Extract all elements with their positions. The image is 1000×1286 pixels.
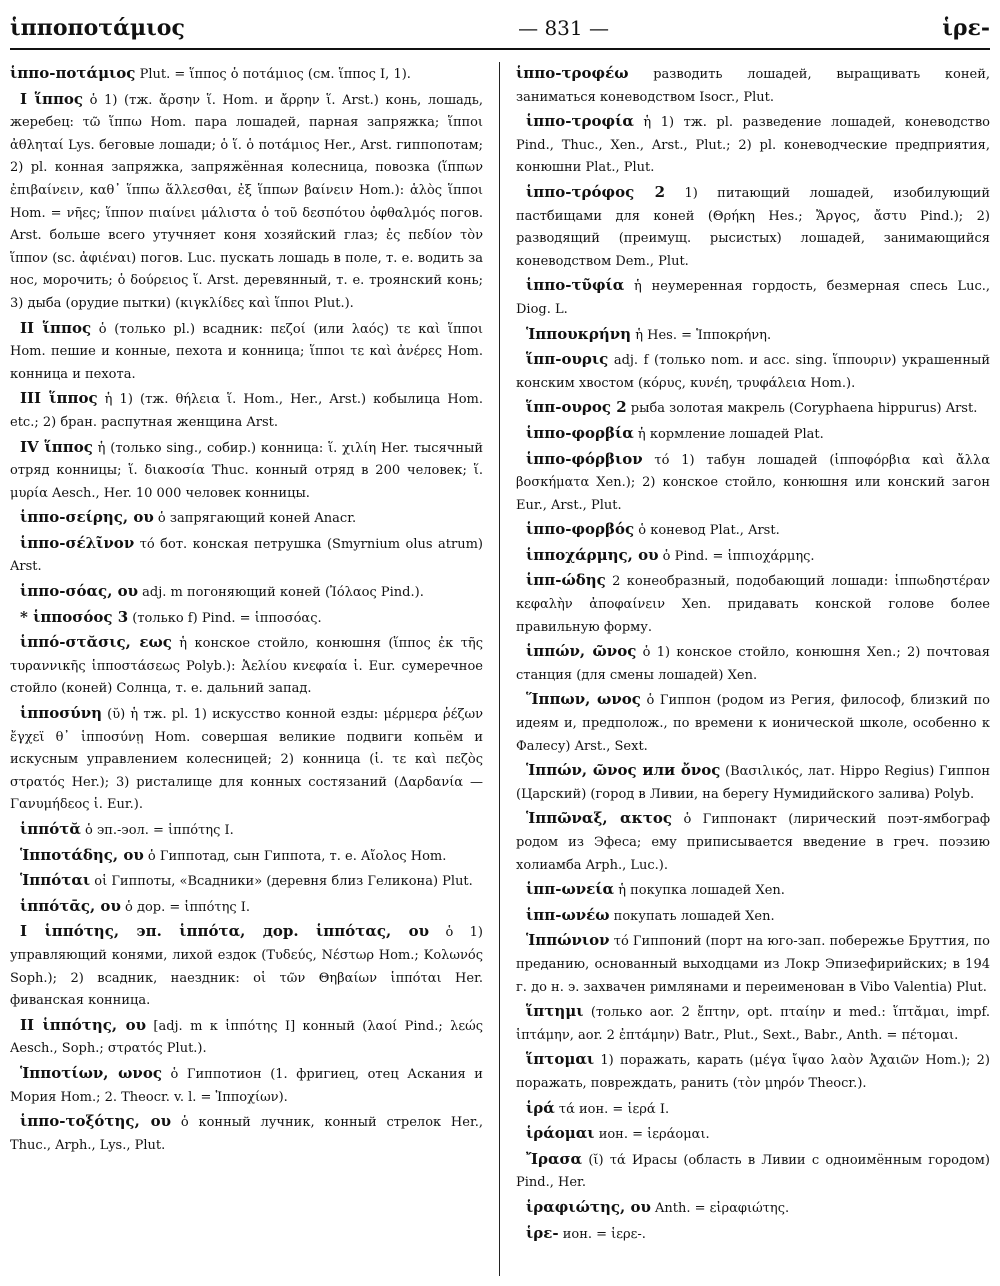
dictionary-entry	[516, 422, 990, 447]
entry-headword: ἱππο-τοξότης, ου	[20, 1112, 172, 1131]
entry-definition: τό Гиппоний (порт на юго-зап. побережье Бруттия, по преданию, основанный выходцами из Локр Эпизефирийских; в 194 г. до н. э. захвачен римлянами и переименован в Vibo Valentia) Plut.	[516, 934, 990, 995]
entry-definition: ион. = ἱεράομαι.	[594, 1127, 710, 1143]
dictionary-entry	[516, 759, 990, 806]
entry-definition: adj. f (только nom. и acc. sing. ἵππουριν) украшенный конским хвостом (κόρυς, κυνέη, τρυφάλεια Hom.).	[516, 353, 990, 391]
entry-headword: ἱππών, ῶνος	[526, 642, 637, 661]
entry-definition: ἡ покупка лошадей Xen.	[614, 883, 785, 899]
dictionary-entry	[516, 1122, 990, 1147]
dictionary-entry	[516, 518, 990, 543]
entry-definition: adj. m погоняющий коней (Ἰόλαος Pind.).	[138, 585, 424, 601]
header-last-word: ἱρε-	[942, 15, 990, 41]
columns	[10, 62, 990, 1276]
entry-definition: ὁ Гиппон (родом из Регия, философ, близкий по идеям и, предполож., по времени к ионической школе, особенно к Фалесу) Arst., Sext.	[516, 693, 990, 754]
dictionary-entry	[516, 181, 990, 273]
entry-headword: ἱππότᾱς, ου	[20, 896, 121, 915]
dictionary-entry	[10, 818, 483, 843]
entry-definition: (ῐ) τά Ирасы (область в Ливии с одноимённым городом) Pind., Her.	[516, 1152, 990, 1191]
entry-definition: ὁ Гиппотад, сын Гиппота, т. е. Αἴολος Hom.	[143, 848, 447, 864]
dictionary-entry	[516, 1148, 990, 1195]
dictionary-entry	[516, 323, 990, 348]
header-first-word: ἱπποποτάμιος	[10, 15, 185, 41]
dictionary-entry	[516, 396, 990, 421]
entry-headword: ἱππ-ώδης	[526, 571, 606, 590]
entry-definition: [adj. m к ἱππότης I] конный (λαοί Pind.; λεώς Aesch., Soph.; στρατός Plut.).	[10, 1018, 484, 1057]
dictionary-entry	[10, 532, 483, 579]
dictionary-entry	[516, 544, 990, 569]
dictionary-entry	[10, 606, 483, 631]
right-column	[500, 62, 990, 1276]
entry-headword: ἱραφιώτης, ου	[526, 1197, 651, 1216]
dictionary-entry	[10, 631, 483, 701]
dictionary-entry	[516, 1222, 990, 1247]
entry-headword: ἱππο-φορβός	[526, 520, 635, 539]
entry-headword: Ἱππών, ῶνος или ὄνος	[526, 761, 721, 780]
entry-definition: ἡ 1) (тж. θήλεια ἵ. Hom., Her., Arst.) кобылица Hom. etc.; 2) бран. распутная женщина Arst.	[10, 392, 483, 430]
entry-headword: ἵππ-ουρος 2	[526, 398, 627, 417]
entry-headword: Ἵππων, ωνος	[526, 690, 641, 709]
dictionary-entry	[516, 878, 990, 903]
entry-definition: τό 1) табун лошадей (ἱπποφόρβια καὶ ἄλλα βοσκήματα Xen.); 2) конское стойло, конюшня или конский загон Eur., Arst., Plut.	[516, 452, 990, 513]
entry-definition: ὁ 1) (тж. ἄρσην ἵ. Hom. и ἄρρην ἵ. Arst.) конь, лошадь, жеребец: τῶ ἵππω Hom. пара лошадей, парная запряжка; ἵπποι ἀθληταί Lys. беговые лошади; ὁ ἵ. ὁ ποτάμιος Her., Arst. гиппопотам; 2) pl. конная запряжка, запряжённая колесница, повозка (ἵππων ἐπιβαίνειν, καθ᾽ ἵππω ἅλλεσθαι, ἐξ ἵππων βαίνειν Hom.): ἁλὸς ἵπποι Hom. = νῆες; ἵππον πιαίνει μάλιστα ὁ τοῦ δεσπότου ὀφθαλμός погов. Arst. больше всего утучняет коня хозяйский глаз; ἐς πεδίον τὸν ἵππον (sc. ἀφιέναι) погов. Luc. пускать лошадь в поле, т. е. водить за нос, морочить; ὁ δούρειος ἵ. Arst. деревянный, т. е. троянский конь; 3) дыба (орудие пытки) (κιγκλίδες καὶ ἵπποι Plut.).	[10, 92, 484, 311]
entry-headword: * ἱπποσόος 3	[20, 607, 129, 626]
entry-headword: ἱππο-σείρης, ου	[20, 508, 154, 527]
dictionary-entry	[516, 569, 990, 639]
entry-definition: 1) поражать, карать (μέγα ἴψαο λαὸν Ἀχαιῶν Hom.); 2) поражать, повреждать, ранить (τὸν μηρόν Theocr.).	[516, 1053, 990, 1091]
entry-definition: покупать лошадей Xen.	[609, 908, 775, 924]
dictionary-entry	[516, 1196, 990, 1221]
page-header	[10, 8, 990, 50]
dictionary-entry	[10, 88, 483, 316]
entry-headword: ἱππο-τρόφος 2	[526, 182, 666, 201]
entry-definition: ὁ (только pl.) всадник: πεζοί (или λαός) τε καὶ ἵπποι Hom. пешие и конные, пехота и конница; ἵπποι τε καὶ ἀνέρες Hom. конница и пехота.	[10, 321, 483, 382]
entry-definition: разводить лошадей, выращивать коней, заниматься коневодством Isocr., Plut.	[516, 67, 990, 105]
entry-headword: IV ἵππος	[20, 437, 93, 456]
entry-definition: ὁ Гиппонакт (лирический поэт-ямбограф родом из Эфеса; ему приписывается введение в греч. поэзию холиамба Arph., Luc.).	[516, 812, 990, 873]
entry-definition: ἡ кормление лошадей Plat.	[633, 426, 824, 442]
dictionary-entry	[516, 904, 990, 929]
entry-definition: ὁ коневод Plat., Arst.	[634, 523, 780, 539]
entry-definition: ὁ запрягающий коней Anacr.	[153, 511, 357, 527]
entry-definition: ион. = ἱερε-.	[558, 1226, 646, 1242]
entry-headword: ἱππό-στᾰσις, εως	[20, 633, 172, 652]
dictionary-entry	[10, 317, 483, 387]
dictionary-entry	[10, 1110, 483, 1157]
page-number: — 831 —	[518, 16, 609, 40]
entry-headword: ἱππο-φόρβιον	[526, 449, 643, 468]
entry-headword: ἱππ-ωνέω	[526, 905, 610, 924]
entry-definition: ἡ Hes. = Ἱπποκρήνη.	[631, 327, 772, 343]
dictionary-entry	[10, 895, 483, 920]
dictionary-entry	[516, 1097, 990, 1122]
dictionary-entry	[516, 1000, 990, 1047]
entry-headword: Ἱπποτίων, ωνος	[20, 1063, 162, 1082]
dictionary-entry	[10, 869, 483, 894]
entry-headword: ἱππο-ποτάμιος	[10, 64, 136, 82]
left-column	[10, 62, 500, 1276]
entry-definition: (Βασιλικός, лат. Hippo Regius) Гиппон (Царский) (город в Ливии, на берегу Нумидийского залива) Polyb.	[516, 764, 990, 802]
entry-headword: ἱπποσύνη	[20, 704, 103, 723]
entry-headword: ἱρε-	[526, 1223, 559, 1242]
dictionary-entry	[516, 1048, 990, 1095]
entry-definition: Anth. = εἰραφιώτης.	[650, 1200, 790, 1216]
dictionary-entry	[516, 110, 990, 180]
entry-definition: Plut. = ἵππος ὁ ποτάμιος (см. ἵππος I, 1).	[135, 67, 411, 82]
entry-headword: ἱράομαι	[526, 1124, 595, 1143]
entry-definition: 2 конеобразный, подобающий лошади: ἱππωδηστέραν κεφαλὴν ἀποφαίνειν Xen. придавать конской голове более правильную форму.	[516, 574, 990, 635]
entry-definition: ὁ 1) управляющий конями, лихой ездок (Τυδεύς, Νέστωρ Hom.; Κολωνός Soph.); 2) всадник, наездник: οἱ τῶν Θηβαίων ἱππόται Her. фиванская конница.	[10, 925, 483, 1009]
dictionary-entry	[10, 580, 483, 605]
entry-headword: ἱππότᾰ	[20, 820, 81, 838]
entry-definition: τό бот. конская петрушка (Smyrnium olus atrum) Arst.	[10, 536, 483, 575]
dictionary-entry	[10, 62, 483, 87]
entry-definition: (только aor. 2 ἔπτην, opt. πταίην и med.: ἵπτᾰμαι, impf. ἱπτάμην, aor. 2 ἐπτάμην) Batr., Plut., Sext., Babr., Anth. = πέτομαι.	[516, 1005, 990, 1043]
dictionary-entry	[10, 844, 483, 869]
entry-headword: Ἴρασα	[526, 1149, 583, 1168]
entry-headword: III ἵππος	[20, 389, 98, 408]
dictionary-entry	[10, 920, 483, 1012]
dictionary-entry	[10, 1014, 483, 1061]
dictionary-entry	[516, 688, 990, 758]
dictionary-entry	[10, 506, 483, 531]
entry-headword: ἵππ-ουρις	[526, 350, 609, 369]
dictionary-entry	[516, 348, 990, 395]
entry-definition: 1) питающий лошадей, изобилующий пастбищами для коней (Θρήκη Hes.; Ἄργος, ἄστυ Pind.); 2) разводящий (преимущ. рысистых) лошадей, занимающийся коневодством Dem., Plut.	[516, 185, 990, 269]
entry-definition: ἡ (только sing., собир.) конница: ἵ. χιλίη Her. тысячный отряд конницы; ἵ. διακοσία Thuc. конный отряд в 200 человек; ἵ. μυρία Aesch., Her. 10 000 человек конницы.	[10, 440, 484, 501]
entry-headword: ἱππ-ωνεία	[526, 880, 615, 899]
entry-definition: ἡ 1) тж. pl. разведение лошадей, коневодство Pind., Thuc., Xen., Arst., Plut.; 2) pl. коневодческие предприятия, конюшни Plat., Plut.	[516, 115, 990, 176]
entry-definition: οἱ Гиппоты, «Всадники» (деревня близ Геликона) Plut.	[90, 874, 473, 890]
dictionary-entry	[516, 640, 990, 687]
dictionary-entry	[516, 274, 990, 321]
entry-headword: ἱπποχάρμης, ου	[526, 545, 659, 564]
entry-definition: ἡ неумеренная гордость, безмерная спесь Luc., Diog. L.	[516, 279, 990, 317]
entry-definition: τά ион. = ἱερά I.	[554, 1101, 670, 1117]
entry-headword: ἱππο-σόας, ου	[20, 582, 139, 601]
entry-headword: ἱππο-σέλῖνον	[20, 533, 135, 552]
entry-headword: ἵπτομαι	[526, 1050, 595, 1069]
entry-headword: Ἱππώνιον	[526, 931, 610, 950]
entry-headword: Ἱπποτάδης, ου	[20, 845, 144, 864]
dictionary-entry	[516, 448, 990, 518]
entry-definition: (только f) Pind. = ἱπποσόας.	[128, 610, 322, 626]
entry-definition: ὁ 1) конское стойло, конюшня Xen.; 2) почтовая станция (для смены лошадей) Xen.	[516, 645, 990, 683]
entry-definition: ὁ Pind. = ἱππιοχάρμης.	[658, 548, 815, 564]
dictionary-entry	[516, 807, 990, 877]
entry-headword: ἱππο-τῦφία	[526, 276, 625, 295]
entry-definition: (ῠ) ἡ тж. pl. 1) искусство конной езды: μέρμερα ῥέζων ἔγχεϊ θ᾽ ἱπποσύνῃ Hom. совершая великие подвиги копьём и искусным управлением колесницей; 2) конница (ἱ. τε καὶ πεζὸς στρατός Her.); 3) ристалище для конных состязаний (Δαρδανία — Γανυμήδεος ἱ. Eur.).	[10, 707, 483, 813]
dictionary-entry	[516, 62, 990, 109]
dictionary-entry	[10, 436, 483, 506]
entry-headword: ἱρά	[526, 1098, 555, 1117]
dictionary-entry	[10, 1062, 483, 1109]
dictionary-entry	[10, 387, 483, 434]
entry-headword: Ἱππῶναξ, ακτος	[526, 809, 673, 828]
entry-definition: ὁ эп.-эол. = ἱππότης I.	[80, 823, 234, 838]
entry-headword: II ἱππότης, ου	[20, 1015, 146, 1034]
entry-headword: Ἱππουκρήνη	[526, 324, 632, 343]
entry-definition: ὁ Гиппотион (1. фригиец, отец Аскания и Мория Hom.; 2. Theocr. v. l. = Ἱπποχίων).	[10, 1066, 483, 1105]
entry-headword: ἱππο-τροφία	[526, 112, 634, 131]
entry-headword: II ἵππος	[20, 318, 92, 337]
entry-definition: ὁ конный лучник, конный стрелок Her., Thuc., Arph., Lys., Plut.	[10, 1115, 483, 1153]
entry-headword: ἱππο-τροφέω	[516, 64, 629, 82]
dictionary-entry	[10, 702, 483, 817]
entry-headword: Ἱππόται	[20, 871, 91, 890]
entry-headword: ἱππο-φορβία	[526, 423, 634, 442]
entry-headword: ἵπτημι	[526, 1002, 584, 1021]
entry-headword: I ἱππότης, эп. ἱππότα, дор. ἱππότας, ου	[20, 922, 430, 941]
entry-definition: ἡ конское стойло, конюшня (ἵππος ἐκ τῆς τυραννικῆς ἱπποστάσεως Polyb.): Ἀελίου κνεφαία ἱ. Eur. сумеречное стойло (коней) Солнца, т. е. дальний запад.	[10, 636, 483, 697]
entry-definition: рыба золотая макрель (Coryphaena hippurus) Arst.	[626, 401, 978, 417]
dictionary-entry	[516, 929, 990, 999]
entry-headword: I ἵππος	[20, 89, 84, 108]
entry-definition: ὁ дор. = ἱππότης I.	[120, 899, 251, 915]
